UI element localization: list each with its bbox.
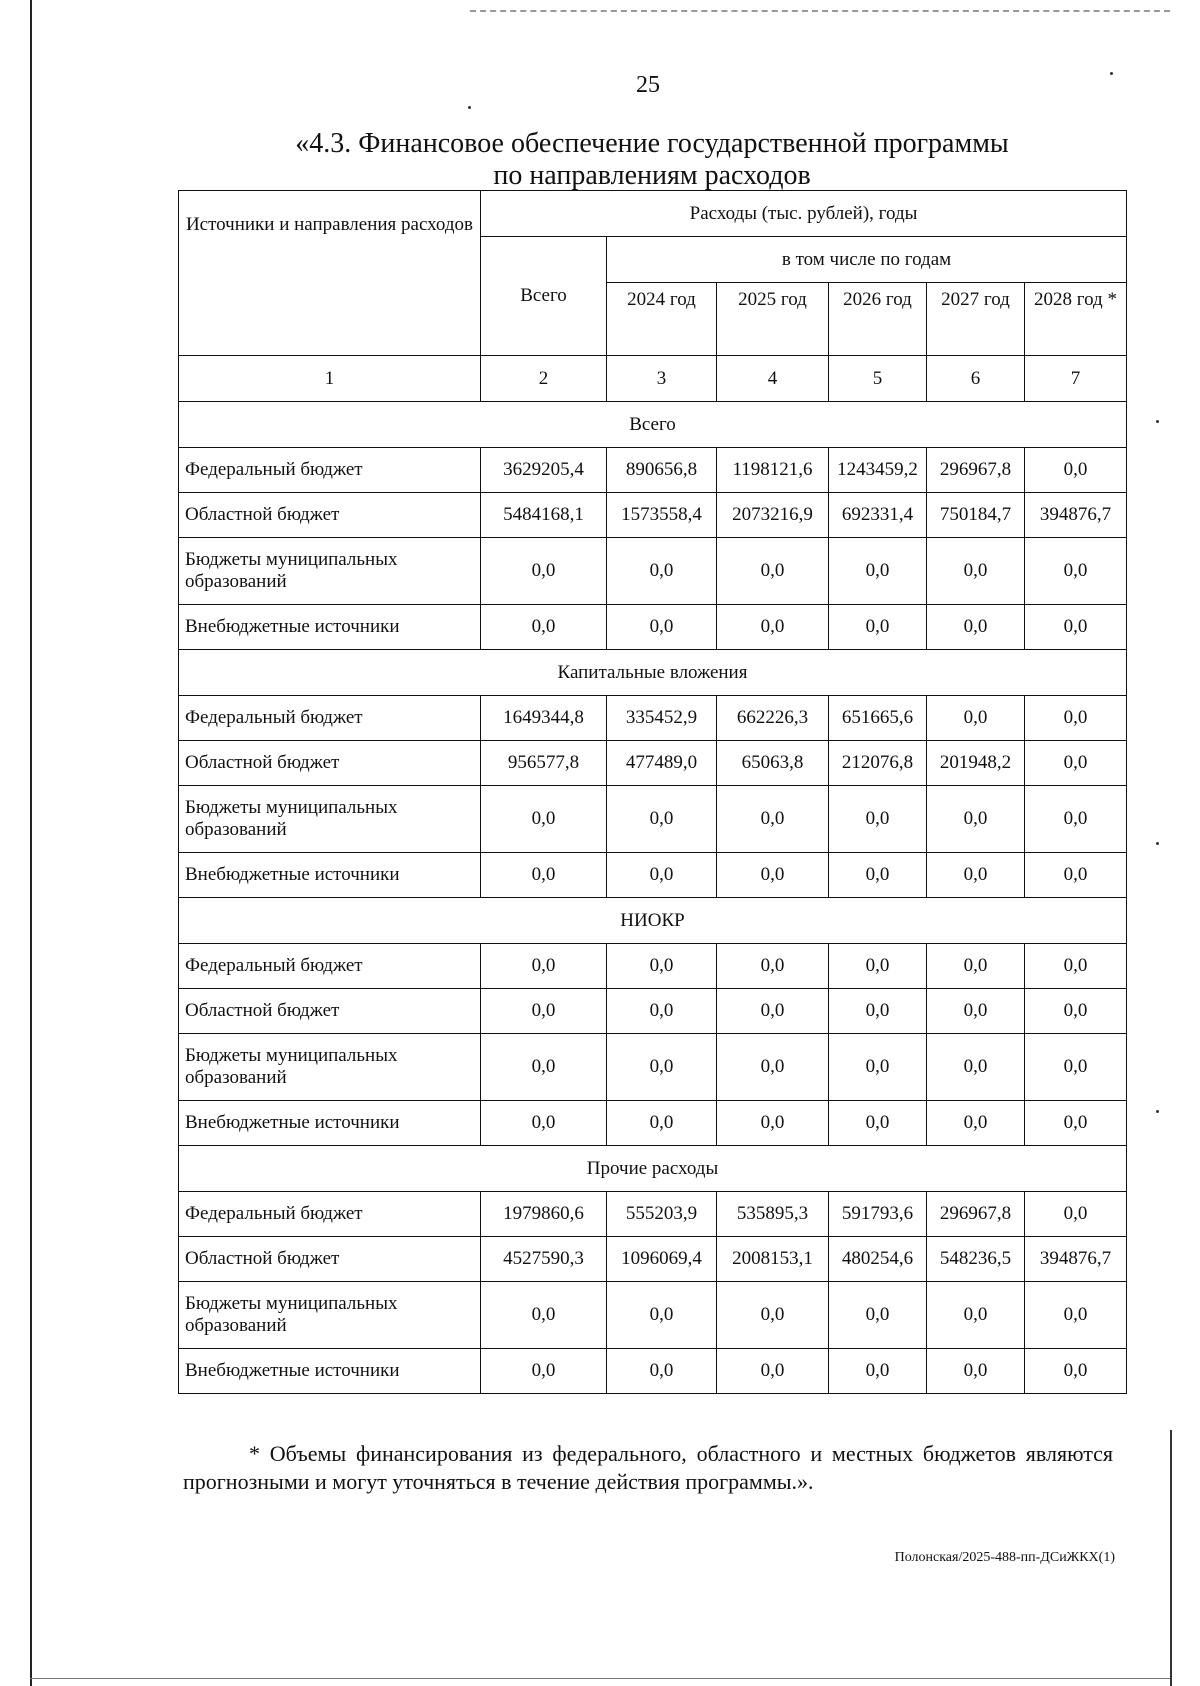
value-cell: 1649344,8 (481, 696, 607, 741)
row-label: Внебюджетные источники (179, 1101, 481, 1146)
page-number: 25 (636, 72, 660, 98)
value-cell: 0,0 (481, 538, 607, 605)
value-cell: 956577,8 (481, 741, 607, 786)
value-cell: 0,0 (717, 989, 829, 1034)
value-cell: 0,0 (607, 1282, 717, 1349)
value-cell: 0,0 (481, 1101, 607, 1146)
header-year: 2028 год * (1025, 283, 1127, 356)
scan-speck (1156, 842, 1159, 845)
header-year: 2025 год (717, 283, 829, 356)
value-cell: 0,0 (927, 1349, 1025, 1394)
value-cell: 0,0 (829, 1349, 927, 1394)
page-title (178, 128, 1126, 192)
value-cell: 0,0 (607, 786, 717, 853)
table-row (179, 989, 1127, 1034)
value-cell: 5484168,1 (481, 493, 607, 538)
value-cell: 0,0 (829, 538, 927, 605)
value-cell: 0,0 (829, 1034, 927, 1101)
column-number: 1 (179, 356, 481, 402)
value-cell: 0,0 (481, 786, 607, 853)
value-cell: 0,0 (829, 944, 927, 989)
section-row (179, 650, 1127, 696)
value-cell: 0,0 (927, 944, 1025, 989)
value-cell: 0,0 (607, 1034, 717, 1101)
value-cell: 0,0 (1025, 1101, 1127, 1146)
row-label: Федеральный бюджет (179, 696, 481, 741)
table-row (179, 944, 1127, 989)
value-cell: 0,0 (717, 944, 829, 989)
header-year: 2026 год (829, 283, 927, 356)
value-cell: 0,0 (927, 989, 1025, 1034)
section-title: НИОКР (179, 898, 1127, 944)
value-cell: 2073216,9 (717, 493, 829, 538)
row-label: Бюджеты муниципальных образований (179, 1282, 481, 1349)
value-cell: 65063,8 (717, 741, 829, 786)
value-cell: 0,0 (1025, 696, 1127, 741)
row-label: Областной бюджет (179, 1237, 481, 1282)
row-label: Бюджеты муниципальных образований (179, 538, 481, 605)
scan-edge-right (1170, 1430, 1172, 1686)
value-cell: 0,0 (607, 989, 717, 1034)
value-cell: 0,0 (1025, 853, 1127, 898)
row-label: Бюджеты муниципальных образований (179, 1034, 481, 1101)
column-number: 5 (829, 356, 927, 402)
table-row (179, 1192, 1127, 1237)
value-cell: 0,0 (1025, 605, 1127, 650)
row-label: Областной бюджет (179, 989, 481, 1034)
value-cell: 692331,4 (829, 493, 927, 538)
column-number: 3 (607, 356, 717, 402)
section-title: Всего (179, 402, 1127, 448)
value-cell: 0,0 (607, 605, 717, 650)
row-label: Бюджеты муниципальных образований (179, 786, 481, 853)
table-row (179, 538, 1127, 605)
header-year: 2027 год (927, 283, 1025, 356)
document-signature: Полонская/2025-488-пп-ДСиЖКХ(1) (894, 1550, 1115, 1565)
value-cell: 1573558,4 (607, 493, 717, 538)
value-cell: 890656,8 (607, 448, 717, 493)
value-cell: 1096069,4 (607, 1237, 717, 1282)
value-cell: 0,0 (717, 786, 829, 853)
row-label: Федеральный бюджет (179, 448, 481, 493)
value-cell: 0,0 (607, 1101, 717, 1146)
value-cell: 0,0 (1025, 989, 1127, 1034)
value-cell: 0,0 (927, 1034, 1025, 1101)
column-number: 4 (717, 356, 829, 402)
value-cell: 750184,7 (927, 493, 1025, 538)
table-row (179, 741, 1127, 786)
scan-speck (1156, 420, 1159, 423)
table-row (179, 1101, 1127, 1146)
table-row (179, 605, 1127, 650)
header-sources: Источники и направления расходов (179, 191, 481, 356)
value-cell: 0,0 (481, 944, 607, 989)
financing-table (178, 190, 1127, 1394)
value-cell: 535895,3 (717, 1192, 829, 1237)
value-cell: 0,0 (717, 853, 829, 898)
value-cell: 212076,8 (829, 741, 927, 786)
value-cell: 2008153,1 (717, 1237, 829, 1282)
value-cell: 0,0 (1025, 786, 1127, 853)
value-cell: 0,0 (1025, 944, 1127, 989)
value-cell: 0,0 (717, 1282, 829, 1349)
value-cell: 4527590,3 (481, 1237, 607, 1282)
scan-edge-top (470, 10, 1170, 12)
table-row (179, 1349, 1127, 1394)
header-year: 2024 год (607, 283, 717, 356)
table-row (179, 448, 1127, 493)
value-cell: 0,0 (829, 853, 927, 898)
title-line-1: «4.3. Финансовое обеспечение государственной программы (295, 128, 1009, 159)
table-row (179, 786, 1127, 853)
value-cell: 0,0 (717, 1101, 829, 1146)
value-cell: 0,0 (927, 853, 1025, 898)
value-cell: 0,0 (1025, 1192, 1127, 1237)
table-row (179, 1034, 1127, 1101)
value-cell: 555203,9 (607, 1192, 717, 1237)
value-cell: 0,0 (717, 1034, 829, 1101)
value-cell: 662226,3 (717, 696, 829, 741)
row-label: Федеральный бюджет (179, 1192, 481, 1237)
section-row (179, 402, 1127, 448)
value-cell: 0,0 (927, 605, 1025, 650)
value-cell: 394876,7 (1025, 493, 1127, 538)
table-row (179, 1237, 1127, 1282)
value-cell: 0,0 (481, 1034, 607, 1101)
scan-speck (468, 106, 471, 109)
value-cell: 0,0 (717, 1349, 829, 1394)
value-cell: 0,0 (927, 538, 1025, 605)
column-number: 6 (927, 356, 1025, 402)
section-title: Прочие расходы (179, 1146, 1127, 1192)
value-cell: 394876,7 (1025, 1237, 1127, 1282)
value-cell: 0,0 (481, 989, 607, 1034)
value-cell: 0,0 (1025, 448, 1127, 493)
section-title: Капитальные вложения (179, 650, 1127, 696)
value-cell: 0,0 (481, 605, 607, 650)
row-label: Внебюджетные источники (179, 1349, 481, 1394)
column-number: 2 (481, 356, 607, 402)
value-cell: 0,0 (829, 989, 927, 1034)
value-cell: 0,0 (1025, 741, 1127, 786)
value-cell: 0,0 (607, 853, 717, 898)
scan-edge-left (30, 0, 32, 1686)
value-cell: 296967,8 (927, 1192, 1025, 1237)
footnote: * Объемы финансирования из федерального, областного и местных бюджетов являются прогнозными и могут уточняться в течение действия программы.». (183, 1441, 1113, 1494)
table-row (179, 1282, 1127, 1349)
table-row (179, 493, 1127, 538)
value-cell: 0,0 (607, 944, 717, 989)
value-cell: 0,0 (829, 605, 927, 650)
value-cell: 0,0 (717, 538, 829, 605)
title-line-2: по направлениям расходов (493, 160, 811, 191)
value-cell: 1243459,2 (829, 448, 927, 493)
value-cell: 1198121,6 (717, 448, 829, 493)
section-row (179, 898, 1127, 944)
row-label: Областной бюджет (179, 493, 481, 538)
value-cell: 0,0 (717, 605, 829, 650)
row-label: Внебюджетные источники (179, 853, 481, 898)
scan-speck (1156, 1110, 1159, 1113)
value-cell: 0,0 (1025, 1349, 1127, 1394)
value-cell: 0,0 (481, 853, 607, 898)
header-by-years: в том числе по годам (607, 237, 1127, 283)
value-cell: 0,0 (927, 1282, 1025, 1349)
value-cell: 3629205,4 (481, 448, 607, 493)
value-cell: 335452,9 (607, 696, 717, 741)
row-label: Внебюджетные источники (179, 605, 481, 650)
scan-edge-bottom (30, 1678, 1170, 1679)
value-cell: 477489,0 (607, 741, 717, 786)
value-cell: 0,0 (927, 696, 1025, 741)
value-cell: 0,0 (829, 786, 927, 853)
value-cell: 0,0 (1025, 1034, 1127, 1101)
value-cell: 1979860,6 (481, 1192, 607, 1237)
value-cell: 0,0 (829, 1282, 927, 1349)
value-cell: 0,0 (927, 1101, 1025, 1146)
value-cell: 201948,2 (927, 741, 1025, 786)
value-cell: 548236,5 (927, 1237, 1025, 1282)
table-body (179, 402, 1127, 1394)
value-cell: 0,0 (481, 1349, 607, 1394)
header-expenses: Расходы (тыс. рублей), годы (481, 191, 1127, 237)
value-cell: 0,0 (1025, 1282, 1127, 1349)
table-row (179, 853, 1127, 898)
value-cell: 296967,8 (927, 448, 1025, 493)
row-label: Областной бюджет (179, 741, 481, 786)
value-cell: 0,0 (829, 1101, 927, 1146)
value-cell: 480254,6 (829, 1237, 927, 1282)
section-row (179, 1146, 1127, 1192)
header-total: Всего (481, 237, 607, 356)
value-cell: 0,0 (607, 538, 717, 605)
value-cell: 0,0 (927, 786, 1025, 853)
table-row (179, 696, 1127, 741)
value-cell: 591793,6 (829, 1192, 927, 1237)
row-label: Федеральный бюджет (179, 944, 481, 989)
value-cell: 651665,6 (829, 696, 927, 741)
column-number: 7 (1025, 356, 1127, 402)
value-cell: 0,0 (481, 1282, 607, 1349)
value-cell: 0,0 (607, 1349, 717, 1394)
value-cell: 0,0 (1025, 538, 1127, 605)
